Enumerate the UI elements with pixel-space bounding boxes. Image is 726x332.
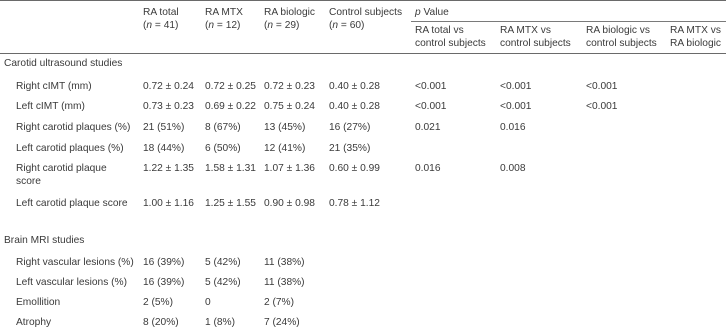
cell-ra-total: 16 (39%) <box>143 257 185 268</box>
row-label: Right carotid plaque score <box>16 163 107 187</box>
subheader-ra-biologic-vs-control: RA biologic vs control subjects <box>586 25 657 49</box>
cell-ra-total: 2 (5%) <box>143 297 174 308</box>
subheader-ra-total-vs-control: RA total vs control subjects <box>415 25 486 49</box>
section-heading-mri: Brain MRI studies <box>4 235 85 246</box>
subheader-ra-mtx-vs-control: RA MTX vs control subjects <box>500 25 571 49</box>
cell-ra-total: 8 (20%) <box>143 317 179 328</box>
cell-p-biologic-vs-control: <0.001 <box>586 101 618 112</box>
cell-p-total-vs-control: <0.001 <box>415 81 447 92</box>
header-bottom-rule <box>0 53 726 54</box>
cell-control: 0.40 ± 0.28 <box>329 81 380 92</box>
cell-control: 0.40 ± 0.28 <box>329 101 380 112</box>
row-label: Right vascular lesions (%) <box>16 257 134 268</box>
col-header-ra-mtx: RA MTX (n = 12) <box>205 7 243 31</box>
row-label: Left vascular lesions (%) <box>16 277 127 288</box>
cell-ra-mtx: 6 (50%) <box>205 143 241 154</box>
cell-ra-total: 0.73 ± 0.23 <box>143 101 194 112</box>
cell-ra-mtx: 1.25 ± 1.55 <box>205 198 256 209</box>
cell-control: 16 (27%) <box>329 122 371 133</box>
cell-ra-biologic: 7 (24%) <box>264 317 300 328</box>
cell-ra-total: 18 (44%) <box>143 143 185 154</box>
cell-ra-mtx: 5 (42%) <box>205 257 241 268</box>
row-label: Left carotid plaque score <box>16 198 128 209</box>
cell-p-mtx-vs-control: 0.016 <box>500 122 526 133</box>
cell-p-mtx-vs-control: 0.008 <box>500 163 526 174</box>
p-value-rule <box>411 21 726 22</box>
cell-ra-mtx: 1 (8%) <box>205 317 236 328</box>
cell-ra-total: 16 (39%) <box>143 277 185 288</box>
cell-ra-biologic: 0.75 ± 0.24 <box>264 101 315 112</box>
cell-ra-biologic: 11 (38%) <box>264 257 305 268</box>
cell-p-total-vs-control: 0.021 <box>415 122 441 133</box>
cell-ra-total: 21 (51%) <box>143 122 185 133</box>
cell-ra-total: 1.00 ± 1.16 <box>143 198 194 209</box>
cell-p-biologic-vs-control: <0.001 <box>586 81 618 92</box>
row-label: Atrophy <box>16 317 52 328</box>
row-label: Left carotid plaques (%) <box>16 143 124 154</box>
cell-p-total-vs-control: 0.016 <box>415 163 441 174</box>
row-label: Right carotid plaques (%) <box>16 122 131 133</box>
col-header-p-value: p Value <box>415 7 449 18</box>
cell-ra-mtx: 0.72 ± 0.25 <box>205 81 256 92</box>
row-label: Right cIMT (mm) <box>16 81 92 92</box>
cell-ra-mtx: 1.58 ± 1.31 <box>205 163 256 174</box>
section-heading-carotid: Carotid ultrasound studies <box>4 58 123 69</box>
cell-ra-total: 1.22 ± 1.35 <box>143 163 194 174</box>
cell-ra-total: 0.72 ± 0.24 <box>143 81 194 92</box>
cell-ra-mtx: 5 (42%) <box>205 277 241 288</box>
cell-p-mtx-vs-control: <0.001 <box>500 101 532 112</box>
cell-control: 0.78 ± 1.12 <box>329 198 380 209</box>
cell-p-total-vs-control: <0.001 <box>415 101 447 112</box>
cell-ra-biologic: 1.07 ± 1.36 <box>264 163 315 174</box>
cell-p-mtx-vs-control: <0.001 <box>500 81 532 92</box>
cell-ra-biologic: 0.90 ± 0.98 <box>264 198 315 209</box>
cell-control: 0.60 ± 0.99 <box>329 163 380 174</box>
col-header-ra-total: RA total (n = 41) <box>143 7 179 31</box>
cell-ra-mtx: 0 <box>205 297 211 308</box>
col-header-ra-biologic: RA biologic (n = 29) <box>264 7 315 31</box>
subheader-ra-mtx-vs-biologic: RA MTX vs RA biologic <box>670 25 721 49</box>
cell-ra-mtx: 0.69 ± 0.22 <box>205 101 256 112</box>
cell-ra-biologic: 0.72 ± 0.23 <box>264 81 315 92</box>
table-top-rule <box>0 0 726 1</box>
cell-ra-biologic: 13 (45%) <box>264 122 306 133</box>
cell-ra-biologic: 11 (38%) <box>264 277 305 288</box>
cell-control: 21 (35%) <box>329 143 371 154</box>
row-label: Emollition <box>16 297 61 308</box>
col-header-control: Control subjects (n = 60) <box>329 7 403 31</box>
row-label: Left cIMT (mm) <box>16 101 85 112</box>
cell-ra-biologic: 2 (7%) <box>264 297 295 308</box>
cell-ra-biologic: 12 (41%) <box>264 143 306 154</box>
cell-ra-mtx: 8 (67%) <box>205 122 241 133</box>
